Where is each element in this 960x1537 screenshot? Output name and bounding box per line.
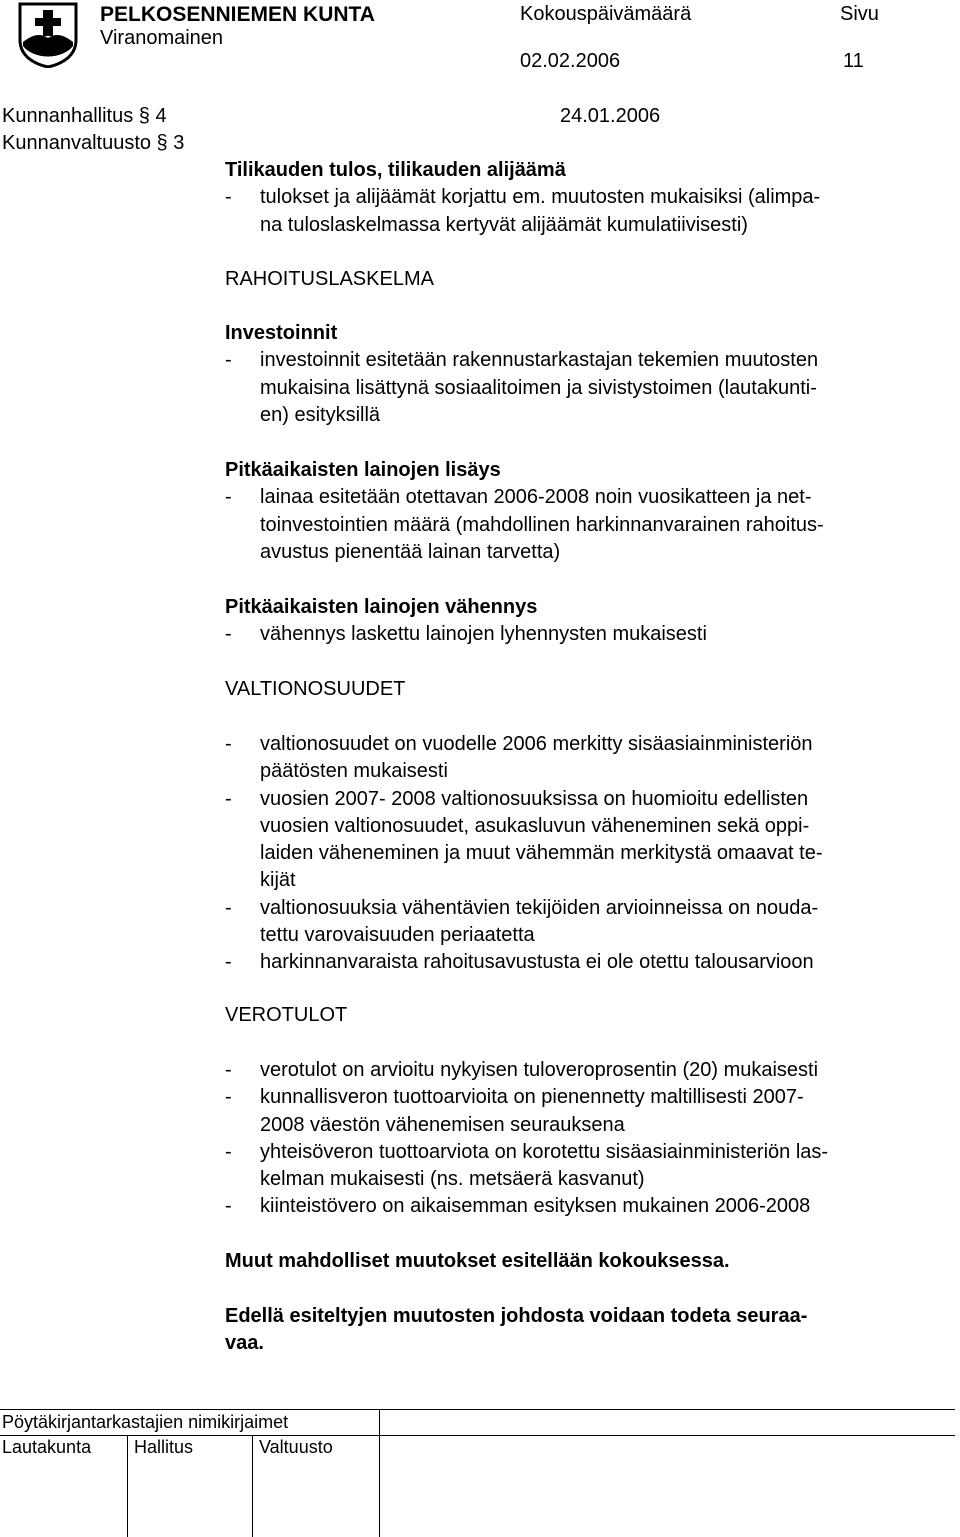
signature-col-valtuusto: Valtuusto — [259, 1437, 333, 1457]
closing-statement: Edellä esiteltyjen muutosten johdosta voidaan todeta seuraa- — [225, 1305, 808, 1327]
loan-increase-heading: Pitkäaikaisten lainojen lisäys — [225, 459, 501, 481]
meeting-date: 02.02.2006 — [520, 50, 621, 72]
board-date: 24.01.2006 — [560, 105, 661, 127]
list-item: - tulokset ja alijäämät korjattu em. muutosten mukaisiksi (alimpa- na tuloslaskelmassa kertyvät alijäämät kumulatiivisesti) — [225, 186, 821, 236]
council-reference: Kunnanvaltuusto § 3 — [2, 132, 185, 154]
list-item: - yhteisöveron tuottoarviota on korotettu sisäasiainministeriön las- kelman mukaisesti (ns. metsäerä kasvanut) — [225, 1140, 829, 1191]
section-title: Tilikauden tulos, tilikauden alijäämä — [225, 159, 566, 181]
footer-divider — [252, 1435, 253, 1537]
footer-divider — [379, 1409, 380, 1537]
list-item: - valtionosuuksia vähentävien tekijöiden arvioinneissa on nouda- tettu varovaisuuden periaatetta — [225, 896, 819, 947]
rahoituslaskelma-heading: RAHOITUSLASKELMA — [225, 268, 434, 290]
list-item: - vuosien 2007- 2008 valtionosuuksissa on huomioitu edellisten vuosien valtionosuudet, asukasluvun väheneminen sekä oppi- laiden väheneminen ja muut vähemmän merkitystä omaavat te- kijät — [225, 787, 823, 892]
list-item: - kiinteistövero on aikaisemman esityksen mukainen 2006-2008 — [225, 1195, 811, 1218]
list-item: - kunnallisveron tuottoarvioita on pienennetty maltillisesti 2007- 2008 väestön vähenemisen seurauksena — [225, 1086, 804, 1136]
loan-decrease-heading: Pitkäaikaisten lainojen vähennys — [225, 596, 538, 618]
signature-col-lautakunta: Lautakunta — [2, 1437, 92, 1457]
page-label: Sivu — [840, 3, 879, 25]
meeting-date-label: Kokouspäivämäärä — [520, 3, 692, 25]
verotulot-heading: VEROTULOT — [225, 1004, 348, 1026]
list-item: - verotulot on arvioitu nykyisen tuloveroprosentin (20) mukaisesti — [225, 1059, 819, 1081]
list-item: - lainaa esitetään otettavan 2006-2008 noin vuosikatteen ja net- toinvestointien määrä (mahdollinen harkinnanvarainen rahoitus- avustus pienentää lainan tarvetta) — [225, 486, 824, 563]
investoinnit-heading: Investoinnit — [225, 322, 338, 344]
organization-name: PELKOSENNIEMEN KUNTA — [100, 3, 375, 26]
municipal-coat-of-arms-icon — [17, 2, 79, 68]
closing-note: Muut mahdolliset muutokset esitellään kokouksessa. — [225, 1250, 730, 1272]
list-item: - vähennys laskettu lainojen lyhennysten mukaisesti — [225, 623, 707, 646]
signature-col-hallitus: Hallitus — [134, 1437, 194, 1457]
authority-label: Viranomainen — [100, 27, 224, 49]
signatures-label: Pöytäkirjantarkastajien nimikirjaimet — [2, 1412, 289, 1432]
closing-statement-end: vaa. — [225, 1332, 264, 1355]
list-item: - investoinnit esitetään rakennustarkastajan tekemien muutosten mukaisina lisättynä sosiaalitoimen ja sivistystoimen (lautakunti- en) esityksillä — [225, 349, 819, 426]
valtionosuudet-heading: VALTIONOSUUDET — [225, 678, 406, 700]
list-item: - harkinnanvaraista rahoitusavustusta ei ole otettu talousarvioon — [225, 951, 814, 974]
footer-divider — [127, 1435, 128, 1537]
board-reference: Kunnanhallitus § 4 — [2, 105, 167, 127]
page-number: 11 — [843, 50, 864, 72]
list-item: - valtionosuudet on vuodelle 2006 merkitty sisäasiainministeriön päätösten mukaisesti — [225, 733, 813, 783]
